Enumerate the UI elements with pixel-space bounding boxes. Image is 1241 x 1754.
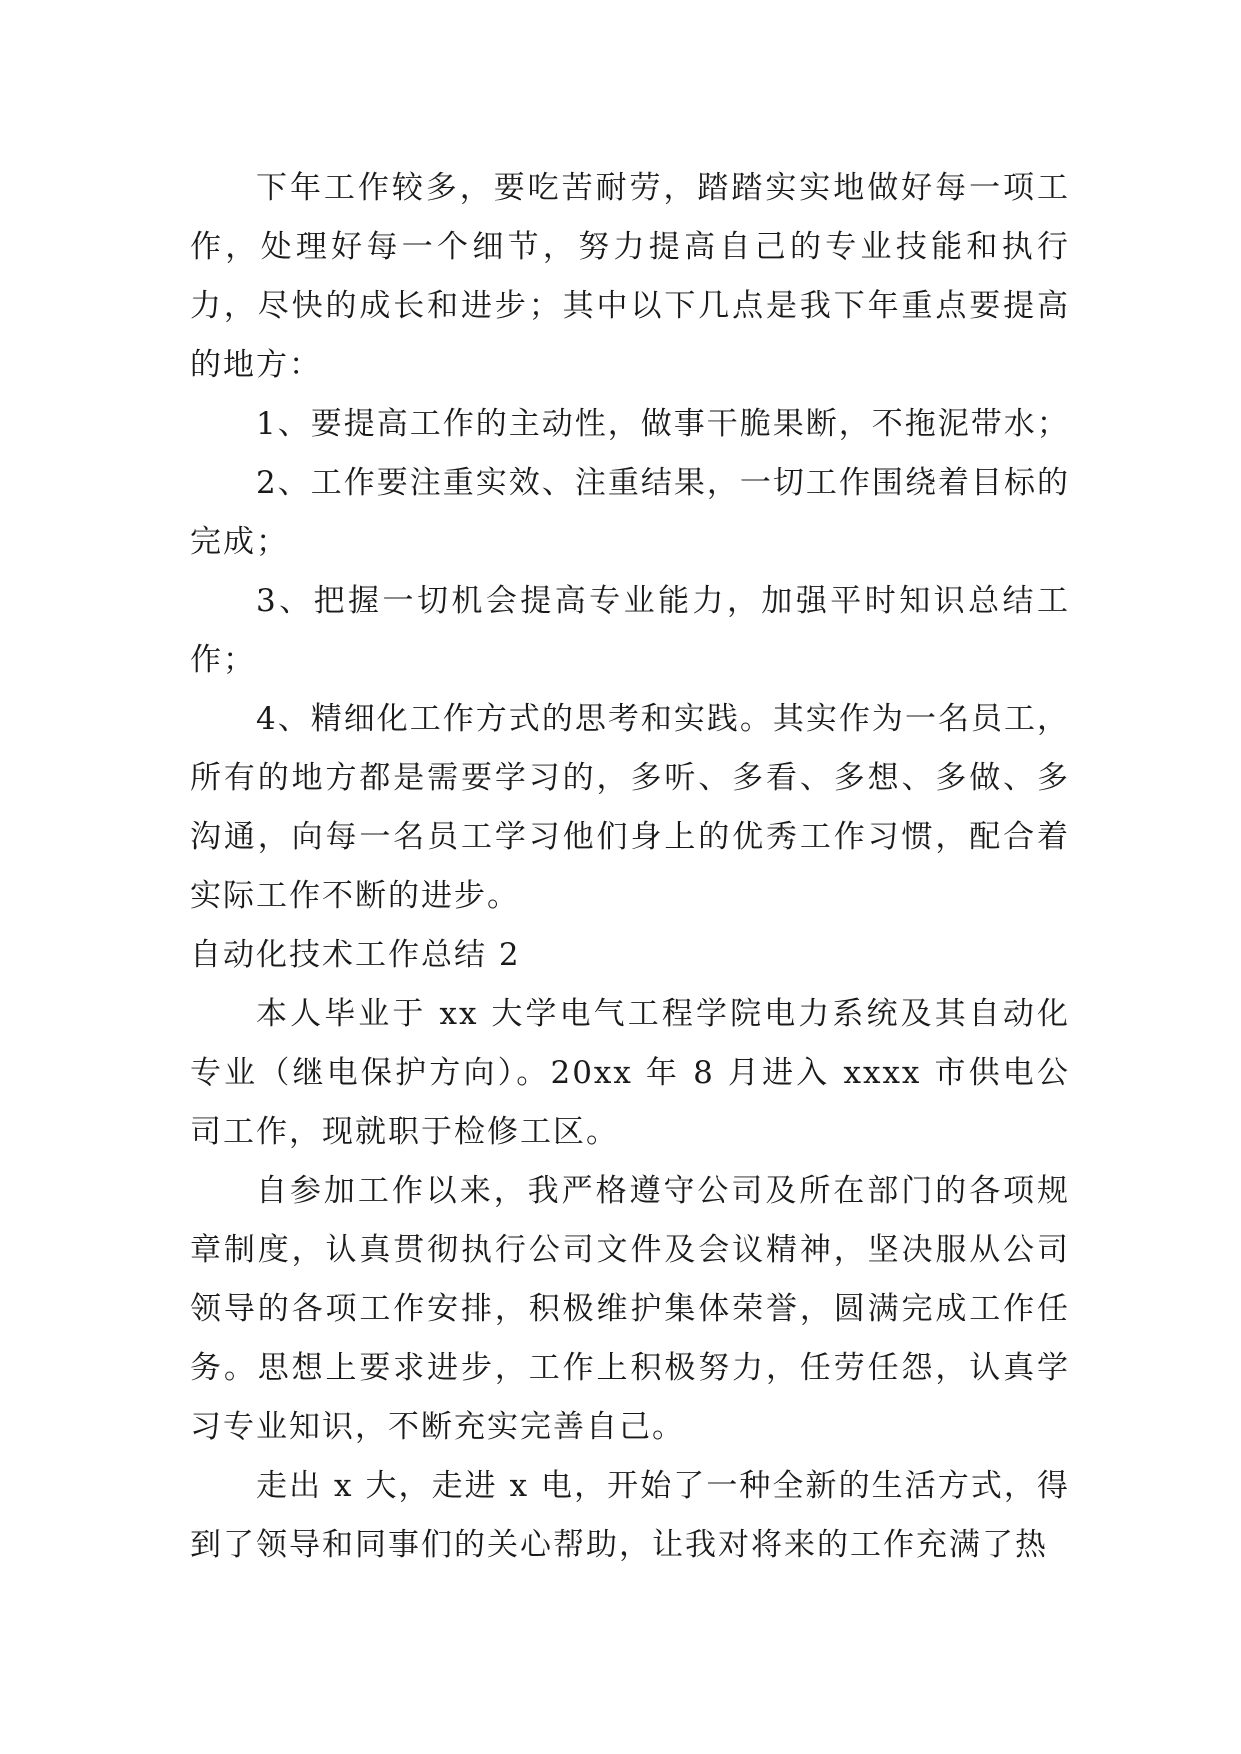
paragraph-work-plan: 下年工作较多，要吃苦耐劳，踏踏实实地做好每一项工作，处理好每一个细节，努力提高自己的专业技能和执行力，尽快的成长和进步；其中以下几点是我下年重点要提高的地方： (190, 170, 1070, 383)
list-item-1: 1、要提高工作的主动性，做事干脆果断，不拖泥带水； (256, 406, 1070, 442)
section-title: 自动化技术工作总结 2 (190, 937, 521, 973)
list-item-2: 2、工作要注重实效、注重结果，一切工作围绕着目标的完成； (190, 465, 1070, 560)
paragraph-education: 本人毕业于 xx 大学电气工程学院电力系统及其自动化专业（继电保护方向）。20xx 年 8 月进入 xxxx 市供电公司工作，现就职于检修工区。 (190, 996, 1070, 1150)
list-item-4: 4、精细化工作方式的思考和实践。其实作为一名员工，所有的地方都是需要学习的，多听、多看、多想、多做、多沟通，向每一名员工学习他们身上的优秀工作习惯，配合着实际工作不断的进步。 (190, 701, 1070, 914)
document-body (190, 159, 1070, 1575)
paragraph-conduct: 自参加工作以来，我严格遵守公司及所在部门的各项规章制度，认真贯彻执行公司文件及会议精神，坚决服从公司领导的各项工作安排，积极维护集体荣誉，圆满完成工作任务。思想上要求进步，工作上积极努力，任劳任怨，认真学习专业知识，不断充实完善自己。 (190, 1173, 1070, 1445)
list-item-3: 3、把握一切机会提高专业能力，加强平时知识总结工作； (190, 583, 1070, 678)
paragraph-new-life: 走出 x 大，走进 x 电，开始了一种全新的生活方式，得到了领导和同事们的关心帮助，让我对将来的工作充满了热 (190, 1468, 1070, 1563)
